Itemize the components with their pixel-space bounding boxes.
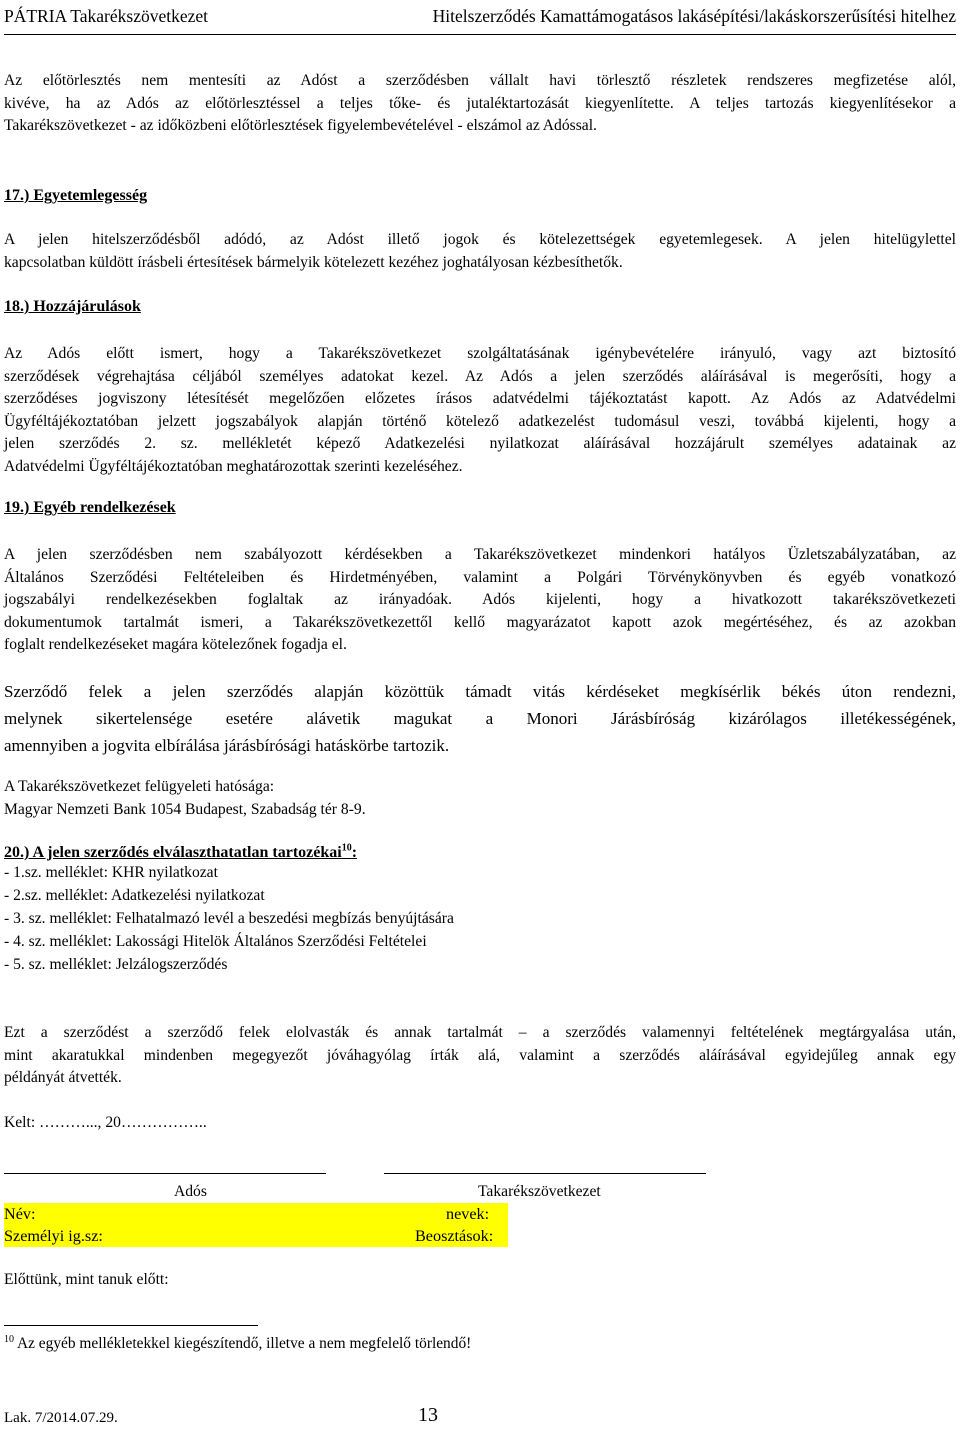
paragraph-line: Az előtörlesztés nem mentesíti az Adóst a szerződésben vállalt havi törlesztő részletek rendszeres megfizetése alól, <box>4 72 956 89</box>
supervisory-authority <box>4 776 956 821</box>
section-20-title: 20.) A jelen szerződés elválaszthatatlan tartozékai <box>4 844 342 861</box>
intro-paragraph <box>4 70 956 138</box>
authority-address: Magyar Nemzeti Bank 1054 Budapest, Szabadság tér 8-9. <box>4 800 366 818</box>
paragraph-line: Ügyféltájékoztatóban jelzett jogszabályok alapján történő kötelező adatkezelést tudomásul veszi, továbbá kijelenti, hogy a <box>4 412 956 430</box>
header-document-title: Hitelszerződés Kamattámogatásos lakásépítési/lakáskorszerűsítési hitelhez <box>432 6 956 26</box>
bank-label: Takarékszövetkezet <box>478 1183 601 1200</box>
paragraph-line: kivéve, ha az Adós az előtörlesztéssel a teljes tőke- és jutaléktartozását kiegyenlítette. A teljes tartozás kiegyenlítésekor a <box>4 94 956 112</box>
name-label: Név: <box>4 1205 36 1223</box>
header-institution: PÁTRIA Takarékszövetkezet <box>4 6 209 26</box>
section-18-heading: 18.) Hozzájárulások <box>4 298 141 315</box>
section-20-heading <box>4 844 956 862</box>
section-17-heading: 17.) Egyetemlegesség <box>4 187 148 204</box>
footnote-number: 10 <box>4 1333 14 1345</box>
paragraph-line: jelen szerződés 2. sz. mellékletét képező Adatkezelési nyilatkozat aláírásával hozzájárult személyes adatainak az <box>4 435 956 453</box>
page-number: 13 <box>418 1404 438 1426</box>
section-17-paragraph <box>4 229 956 274</box>
id-number-label: Személyi ig.sz: <box>4 1227 103 1245</box>
list-item: - 1.sz. melléklet: KHR nyilatkozat <box>4 864 218 881</box>
paragraph-line: amennyiben a jogvita elbírálása járásbírósági hatáskörbe tartozik. <box>4 736 450 755</box>
bank-signature-line <box>384 1173 706 1174</box>
paragraph-line: mint akaratukkal mindenben megegyezőt jóváhagyólag írták alá, valamint a szerződés aláírásával egyidejűleg annak egy <box>4 1046 956 1064</box>
court-jurisdiction-paragraph <box>4 678 956 759</box>
witness-label: Előttünk, mint tanuk előtt: <box>4 1271 169 1288</box>
footnote <box>4 1333 956 1355</box>
paragraph-line: foglalt rendelkezéseket magára kötelezőnek fogadja el. <box>4 636 347 654</box>
footnote-ref: 10 <box>341 842 352 854</box>
document-code: Lak. 7/2014.07.29. <box>4 1410 118 1426</box>
paragraph-line: A jelen hitelszerződésből adódó, az Adóst illető jogok és kötelezettségek egyetemlegesek. A jelen hitelügylettel <box>4 231 956 248</box>
footnote-separator <box>4 1325 258 1326</box>
paragraph-line: szerződéses jogviszony létesítését megelőzően előzetes írásos adatvédelmi tájékoztatást kapott. Az Adós az Adatvédelmi <box>4 390 956 408</box>
attachments-list <box>4 861 956 976</box>
paragraph-line: jogszabályi rendelkezésekben foglaltak az irányadóak. Adós kijelenti, hogy a hivatkozott takarékszövetkezeti <box>4 591 956 609</box>
list-item: - 5. sz. melléklet: Jelzálogszerződés <box>4 956 228 973</box>
list-item: - 4. sz. melléklet: Lakossági Hitelök Általános Szerződési Feltételei <box>4 933 427 950</box>
paragraph-line: Ezt a szerződést a szerződő felek elolvasták és annak tartalmát – a szerződés valamennyi feltételének megtárgyalása után, <box>4 1024 956 1041</box>
paragraph-line: Az Adós előtt ismert, hogy a Takarékszövetkezet szolgáltatásának igénybevételére irányuló, vagy azt biztosító <box>4 345 956 362</box>
debtor-signature-line <box>4 1173 326 1174</box>
positions-label: Beosztások: <box>415 1227 494 1245</box>
paragraph-line: szerződések végrehajtása céljából személyes adatokat kezel. Az Adós a jelen szerződés aláírásával is megerősíti, hogy a <box>4 367 956 385</box>
section-19-heading: 19.) Egyéb rendelkezések <box>4 499 176 516</box>
date-place-line: Kelt: ………..., 20…………….. <box>4 1114 207 1131</box>
list-item: - 2.sz. melléklet: Adatkezelési nyilatkozat <box>4 887 265 904</box>
paragraph-line: A jelen szerződésben nem szabályozott kérdésekben a Takarékszövetkezet mindenkori hatályos Üzletszabályzatában, az <box>4 546 956 563</box>
paragraph-line: kapcsolatban küldött írásbeli értesítések bármelyik kötelezett kezéhez joghatályosan kézbesíthetők. <box>4 253 623 271</box>
paragraph-line: példányát átvették. <box>4 1069 122 1087</box>
footnote-text: Az egyéb mellékletekkel kiegészítendő, illetve a nem megfelelő törlendő! <box>14 1335 472 1352</box>
closing-paragraph <box>4 1022 956 1090</box>
section-18-paragraph <box>4 343 956 479</box>
paragraph-line: Adatvédelmi Ügyféltájékoztatóban meghatározottak szerinti kezeléséhez. <box>4 457 463 475</box>
debtor-label: Adós <box>174 1183 207 1200</box>
authority-label: A Takarékszövetkezet felügyeleti hatósága: <box>4 778 275 795</box>
list-item: - 3. sz. melléklet: Felhatalmazó levél a beszedési megbízás benyújtására <box>4 910 454 927</box>
section-19-paragraph <box>4 544 956 657</box>
paragraph-line: Takarékszövetkezet - az időközbeni előtörlesztések figyelembevételével - elszámol az Adóssal. <box>4 117 597 135</box>
paragraph-line: dokumentumok tartalmát ismeri, a Takarékszövetkezettől kellő magyarázatot kapott azok megértéséhez, és az azokban <box>4 613 956 631</box>
names-label: nevek: <box>446 1205 490 1223</box>
section-20-colon: : <box>351 844 358 861</box>
paragraph-line: Szerződő felek a jelen szerződés alapján közöttük támadt vitás kérdéseket megkísérlik békés úton rendezni, <box>4 682 956 701</box>
page-header <box>4 4 956 35</box>
paragraph-line: melynek sikertelensége esetére alávetik magukat a Monori Járásbíróság kizárólagos illetékességének, <box>4 709 956 728</box>
paragraph-line: Általános Szerződési Feltételeiben és Hirdetményében, valamint a Polgári Törvénykönyvben és egyéb vonatkozó <box>4 568 956 586</box>
